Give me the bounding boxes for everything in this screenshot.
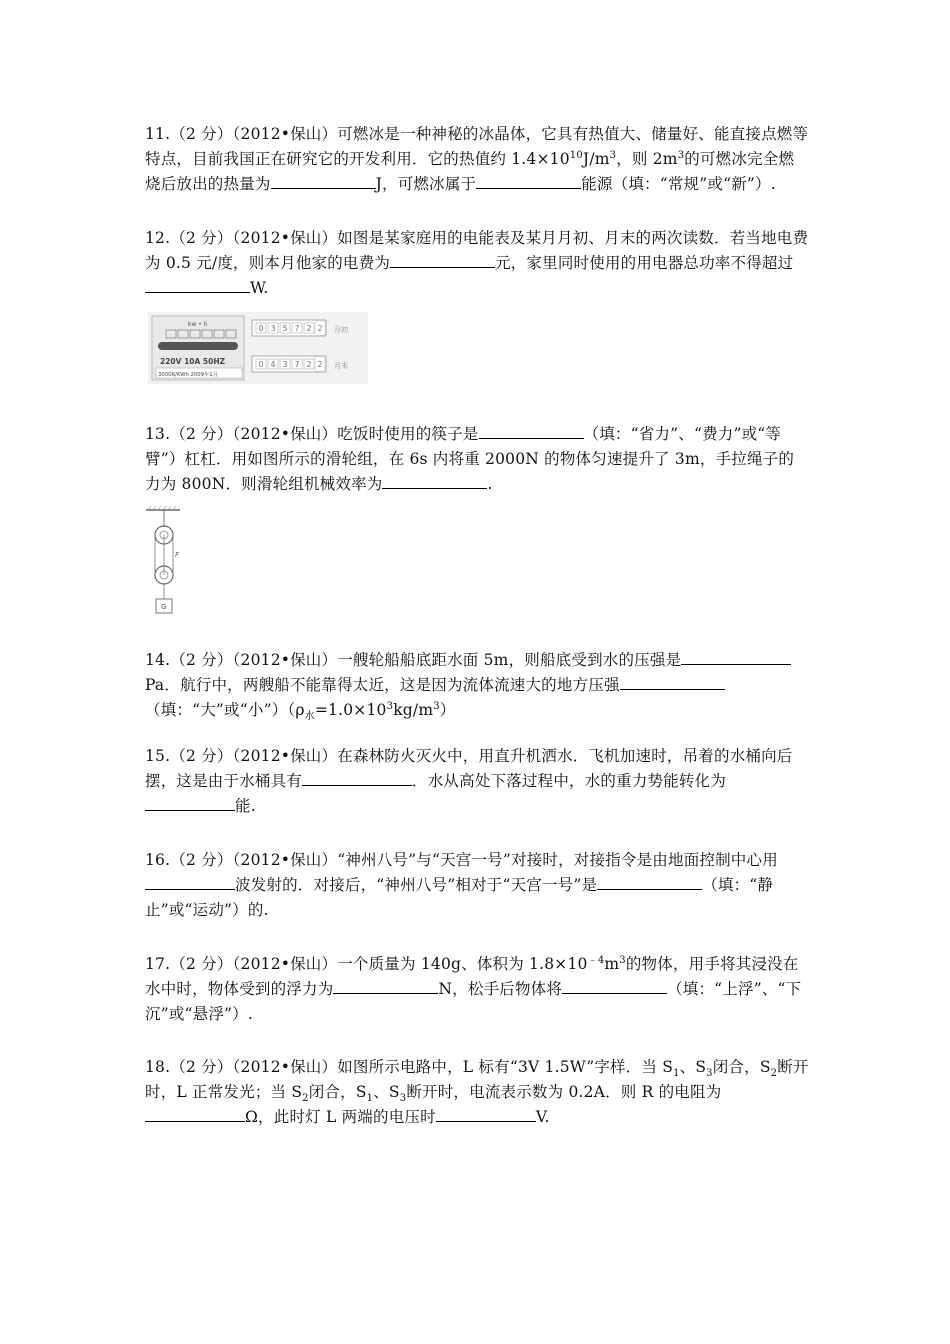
question-11: 11.（2 分）（2012•保山）可燃冰是一种神秘的冰晶体，它具有热值大、储量好、能直接点燃等特点，目前我国正在研究它的开发利用．它的热值约 $1.4\times 10^{10}J/m^3$，则 $2m^3$的可燃冰完全燃烧后放出的热量为 J，可燃冰属于 能源（填：“常规”或“新”）. xyxy=(145,125,809,193)
svg-text:2: 2 xyxy=(306,324,312,333)
reading-start xyxy=(252,320,326,336)
answer-blank[interactable] xyxy=(390,253,495,268)
svg-text:7: 7 xyxy=(294,360,300,369)
svg-text:3: 3 xyxy=(270,324,276,333)
svg-text:2: 2 xyxy=(317,360,323,369)
svg-text:5: 5 xyxy=(282,324,288,333)
answer-blank[interactable] xyxy=(145,1107,245,1122)
meter-rating-label: 3000R/KWh 2009年1月 xyxy=(158,372,218,378)
answer-blank[interactable] xyxy=(681,650,791,665)
question-number: 16. xyxy=(145,851,171,869)
answer-blank[interactable] xyxy=(597,875,702,890)
meter-unit-label: kw • h xyxy=(188,321,208,328)
question-14: 14.（2 分）（2012•保山）一艘轮船船底距水面 5m，则船底受到水的压强是Pa．航行中，两艘船不能靠得太近，这是因为流体流速大的地方压强（填：“大”或“小$”)(\rho_水=1.0\times 10^3kg/m^3)$ xyxy=(145,648,809,723)
svg-text:3: 3 xyxy=(282,360,288,369)
answer-blank[interactable] xyxy=(145,278,250,293)
meter-spec-label: 220V 10A 50HZ xyxy=(160,357,226,366)
question-18: 18.（2 分）（2012•保山）如图所示电路中，L 标有“3V 1.5W”字样．当 $S_1$、$S_3$闭合，$S_2$断开时，L 正常发光；当 $S_2$闭合，$S_1$、$S_3$断开时，电流表示数为 0.2A．则 R 的电阻为Ω，此时灯 L 两端的电压时 V. xyxy=(145,1058,809,1126)
question-number: 18. xyxy=(145,1058,171,1076)
question-12: 12.（2 分）（2012•保山）如图是某家庭用的电能表及某月月初、月末的两次读数．若当地电费为 0.5 元/度，则本月他家的电费为 元，家里同时使用的用电器总功率不得超过W. xyxy=(145,229,809,297)
svg-text:2: 2 xyxy=(317,324,323,333)
meter-disc xyxy=(158,342,238,350)
answer-blank[interactable] xyxy=(479,424,584,439)
svg-text:4: 4 xyxy=(270,360,276,369)
answer-blank[interactable] xyxy=(271,174,376,189)
answer-blank[interactable] xyxy=(382,474,487,489)
answer-blank[interactable] xyxy=(436,1107,536,1122)
answer-blank[interactable] xyxy=(145,875,235,890)
question-number: 12. xyxy=(145,229,171,247)
pulley-figure xyxy=(140,505,192,617)
question-13: 13.（2 分）（2012•保山）吃饭时使用的筷子是 （填：“省力”、“费力”或“等臂”）杠杠．用如图所示的滑轮组，在 6s 内将重 2000N 的物体匀速提升了 3m，手拉绳子的力为 800N．则滑轮组机械效率为 . xyxy=(145,425,795,493)
question-number: 14. xyxy=(145,651,171,669)
answer-blank[interactable] xyxy=(620,675,725,690)
question-number: 11. xyxy=(145,125,171,143)
svg-text:0: 0 xyxy=(258,360,264,369)
question-number: 15. xyxy=(145,747,171,765)
answer-blank[interactable] xyxy=(145,796,235,811)
force-label: F xyxy=(175,551,180,559)
answer-blank[interactable] xyxy=(562,979,667,994)
answer-blank[interactable] xyxy=(476,174,581,189)
answer-blank[interactable] xyxy=(333,979,438,994)
question-17: 17.（2 分）（2012•保山）一个质量为 140g、体积为 $1.8\times 10^{﹣4}m^3$的物体，用手将其浸没在水中时，物体受到的浮力为 N，松手后物体将 （填：“上浮”、“下沉”或“悬浮”）. xyxy=(145,954,802,1023)
answer-blank[interactable] xyxy=(302,771,412,786)
question-number: 17. xyxy=(145,955,171,973)
energy-meter-figure xyxy=(148,312,368,384)
weight-label: G xyxy=(161,603,167,611)
reading-end xyxy=(252,356,326,372)
reading-start-label: 月初 xyxy=(334,326,348,334)
svg-text:2: 2 xyxy=(306,360,312,369)
reading-end-label: 月末 xyxy=(334,362,348,370)
question-number: 13. xyxy=(145,425,171,443)
question-15: 15.（2 分）（2012•保山）在森林防火灭火中，用直升机洒水．飞机加速时，吊着的水桶向后摆，这是由于水桶具有 ．水从高处下落过程中，水的重力势能转化为能. xyxy=(145,747,793,815)
question-16: 16.（2 分）（2012•保山）“神州八号”与“天宫一号”对接时，对接指令是由地面控制中心用波发射的．对接后，“神州八号”相对于“天宫一号”是 （填：“静止”或“运动”）的. xyxy=(145,851,778,919)
svg-text:0: 0 xyxy=(258,324,264,333)
svg-text:7: 7 xyxy=(294,324,300,333)
